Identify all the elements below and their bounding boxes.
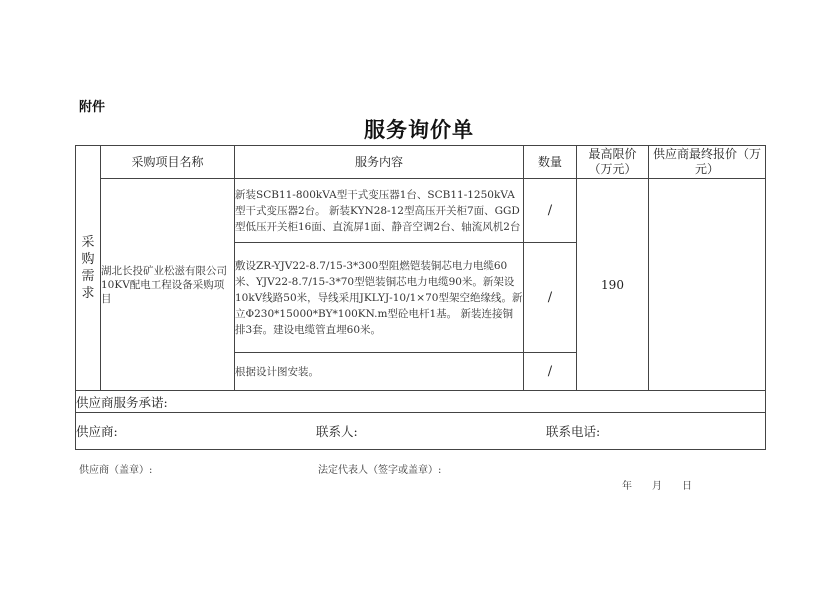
- commitment-row: [76, 391, 766, 413]
- max-price-value: 190: [577, 179, 649, 391]
- final-price-cell[interactable]: [649, 179, 766, 391]
- service-content-cell: 敷设ZR-YJV22-8.7/15-3*300型阻燃铠装铜芯电力电缆60米、YJV22-8.7/15-3*70型铠装铜芯电力电缆90米。新架设10kV线路50米，导线采用JKLYJ-10/1×70型架空绝缘线。新立Φ230*15000*BY*100KN.m型砼电杆1基。 新装连接铜排3套。建设电缆管直埋60米。: [235, 243, 524, 353]
- attachment-label: 附件: [79, 100, 106, 115]
- supplier-info-field[interactable]: [76, 413, 766, 450]
- table-header-row: [76, 146, 766, 179]
- service-content-cell: 根据设计图安装。: [235, 353, 524, 391]
- header-content: 服务内容: [235, 146, 524, 179]
- legal-representative-label: 法定代表人（签字或盖章）:: [318, 465, 442, 476]
- inquiry-table: [75, 145, 766, 450]
- side-char: 需: [81, 269, 95, 284]
- project-name-cell: 湖北长投矿业松滋有限公司10KV配电工程设备采购项目: [101, 179, 235, 391]
- procurement-requirement-label: [76, 146, 101, 391]
- header-quantity: 数量: [524, 146, 577, 179]
- side-char: 求: [81, 286, 95, 301]
- header-max-price: 最高限价（万元）: [577, 146, 649, 179]
- header-item-name: 采购项目名称: [101, 146, 235, 179]
- side-char: 购: [81, 252, 95, 267]
- side-char: 采: [81, 235, 95, 250]
- service-content-cell: 新装SCB11-800kVA型干式变压器1台、SCB11-1250kVA型干式变压器2台。 新装KYN28-12型高压开关柜7面、GGD型低压开关柜16面、直流屏1面、静音空调2台、轴流风机2台: [235, 179, 524, 243]
- header-final-price: 供应商最终报价（万元）: [649, 146, 766, 179]
- table-row: [76, 179, 766, 243]
- phone-label: 联系电话:: [546, 424, 601, 439]
- quantity-cell: /: [524, 179, 577, 243]
- supplier-row: [76, 413, 766, 450]
- quantity-cell: /: [524, 243, 577, 353]
- document-title: 服务询价单: [364, 117, 474, 142]
- contact-label: 联系人:: [316, 424, 358, 439]
- quantity-cell: /: [524, 353, 577, 391]
- date-label: 年 月 日: [622, 481, 692, 492]
- supplier-seal-label: 供应商（盖章）:: [79, 465, 153, 476]
- supplier-label: 供应商:: [76, 424, 118, 439]
- service-commitment-field[interactable]: 供应商服务承诺:: [76, 391, 766, 413]
